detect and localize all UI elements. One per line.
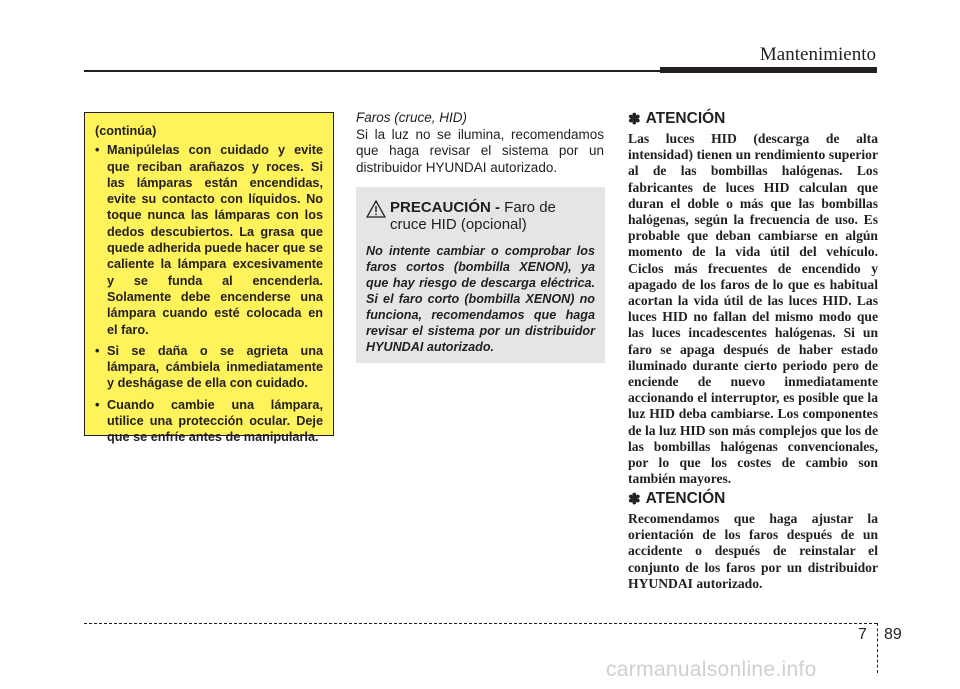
attention-block-1 [628, 110, 878, 487]
caution-box [356, 187, 605, 363]
asterisk-icon: ✽ [628, 491, 641, 508]
attention-title: ATENCIÓN [645, 110, 726, 127]
attention-body: Recomendamos que haga ajustar la orientación de los faros después de un accidente o después de reinstalar el conjunto de los faros por un distribuidor HYUNDAI autorizado. [628, 511, 878, 591]
header-rule-thick [660, 67, 877, 73]
warning-triangle-icon [366, 200, 386, 218]
caution-body: No intente cambiar o comprobar los faros cortos (bombilla XENON), ya que hay riesgo de descarga eléctrica. Si el faro corto (bombilla XENON) no funciona, recomendamos que haga revisar el sistema por un distribuidor HYUNDAI autorizado. [366, 244, 595, 354]
footer-dashed-rule [84, 623, 877, 624]
header-rule-thin [84, 70, 660, 72]
page-header-title: Mantenimiento [759, 44, 876, 65]
warning-item: • Si se daña o se agrieta una lámpara, cámbiela inmediatamente y deshágase de ella con cuidado. [95, 343, 323, 392]
warning-item: • Manipúlelas con cuidado y evite que reciban arañazos y roces. Si las lámparas están encendidas, evite su contacto con líquidos. No toque nunca las lámparas con los dedos descubiertos. La grasa que quede adherida puede hacer que se caliente la lámpara excesivamente y se funda al encenderla. Solamente debe encenderse una lámpara cuando esté colocada en el faro. [95, 142, 323, 338]
faros-heading: Faros (cruce, HID) [356, 110, 468, 125]
caution-label: PRECAUCIÓN - [390, 199, 501, 216]
attention-heading [628, 110, 878, 128]
attention-title: ATENCIÓN [645, 490, 726, 507]
chapter-number: 7 [858, 626, 867, 643]
attention-block-2 [628, 490, 878, 592]
attention-heading [628, 490, 878, 508]
faros-body: Si la luz no se ilumina, recomendamos que haga revisar el sistema por un distribuidor HYUNDAI autorizado. [356, 127, 604, 175]
asterisk-icon: ✽ [628, 111, 641, 128]
warning-box [84, 112, 334, 445]
page-number: 89 [884, 626, 902, 643]
warning-list [95, 142, 323, 445]
footer-vertical-rule [877, 623, 878, 673]
warning-item: • Cuando cambie una lámpara, utilice una protección ocular. Deje que se enfríe antes de manipularla. [95, 397, 323, 446]
attention-body: Las luces HID (descarga de alta intensidad) tienen un rendimiento superior al de las bombillas halógenas. Los fabricantes de luces HID calculan que duran el doble o más que las bombillas halógenas, según la frecuencia de uso. Es probable que deban cambiarse en algún momento de la vida útil del vehículo. Ciclos más frecuentes de encendido y apagado de los faros de lo que es habitual acortan la vida útil de las luces HID. Las luces HID no fallan del mismo modo que las luces incadescentes halógenas. Si un faro se apaga después de haber estado iluminado durante cierto periodo pero de enciende de nuevo inmediatamente accionando el interruptor, es posible que la luz HID deba cambiarse. Los componentes de la luz HID son más complejos que los de las bombillas halógenas convencionales, por lo que los costes de cambio son también mayores. [628, 131, 878, 487]
warning-continued-label: (continúa) [95, 124, 157, 138]
watermark: carmanualsonline.info [606, 658, 817, 681]
caution-heading [366, 199, 595, 233]
caution-title: Faro de cruce HID (opcional) [390, 199, 556, 233]
